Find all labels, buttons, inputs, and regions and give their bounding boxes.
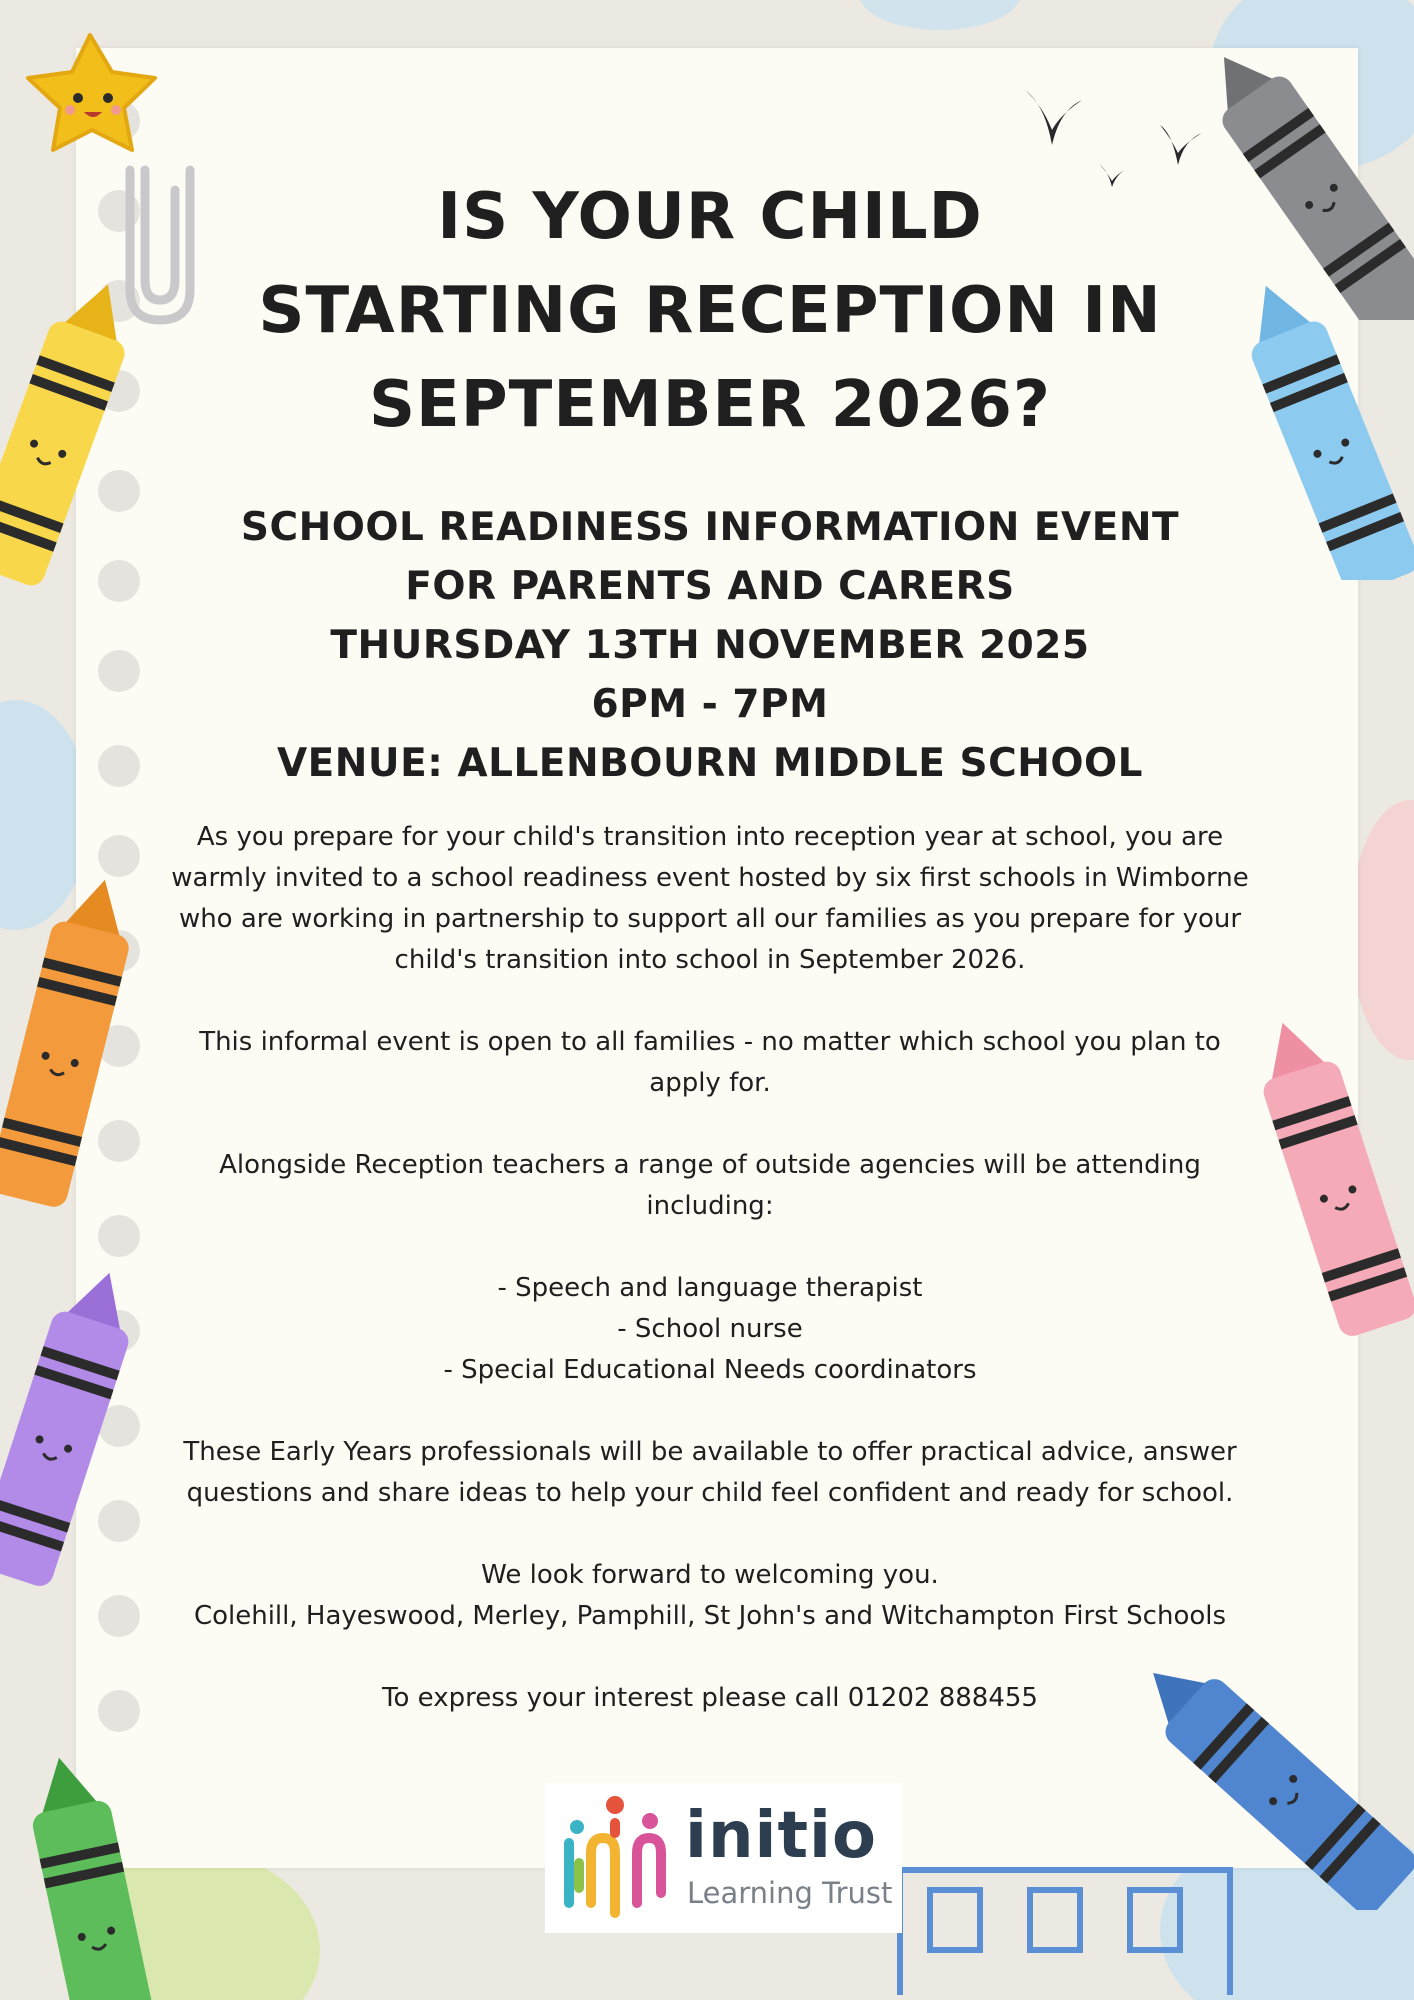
- logo-name: initio: [685, 1799, 877, 1873]
- list-item: - Special Educational Needs coordinators: [443, 1355, 977, 1385]
- body-line: These Early Years professionals will be available to offer practical advice, answer: [183, 1437, 1237, 1467]
- blue-paint-splash: [860, 0, 1020, 30]
- body-line: who are working in partnership to support all our families as you prepare for your: [178, 904, 1242, 934]
- poster-title: [110, 170, 1310, 452]
- body-line: Alongside Reception teachers a range of outside agencies will be attending: [219, 1150, 1201, 1180]
- title-line: STARTING RECEPTION IN: [258, 274, 1162, 348]
- event-details: [110, 498, 1310, 793]
- event-date: THURSDAY 13TH NOVEMBER 2025: [330, 623, 1090, 668]
- body-line: including:: [646, 1191, 774, 1221]
- agencies-list: [110, 1268, 1310, 1391]
- list-item: - Speech and language therapist: [497, 1273, 923, 1303]
- body-line: apply for.: [649, 1068, 771, 1098]
- professionals-paragraph: [110, 1432, 1310, 1514]
- body-line: child's transition into school in September 2026.: [394, 945, 1026, 975]
- event-audience: FOR PARENTS AND CARERS: [405, 564, 1015, 609]
- schools-list: Colehill, Hayeswood, Merley, Pamphill, St John's and Witchampton First Schools: [193, 1601, 1227, 1631]
- title-line: SEPTEMBER 2026?: [368, 368, 1052, 442]
- title-line: IS YOUR CHILD: [437, 180, 983, 254]
- open-to-all-paragraph: [110, 1022, 1310, 1104]
- body-line: As you prepare for your child's transition into reception year at school, you are: [196, 822, 1224, 852]
- logo-tagline: Learning Trust: [687, 1876, 893, 1910]
- school-building-doodle: [890, 1830, 1240, 2000]
- logo-mark-icon: [555, 1793, 675, 1923]
- body-line: warmly invited to a school readiness event hosted by six first schools in Wimborne: [171, 863, 1249, 893]
- event-time: 6PM - 7PM: [591, 682, 829, 727]
- body-line: questions and share ideas to help your child feel confident and ready for school.: [186, 1478, 1234, 1508]
- intro-paragraph: [110, 817, 1310, 981]
- green-crayon-icon: [0, 1750, 170, 2000]
- list-item: - School nurse: [617, 1314, 803, 1344]
- event-venue: VENUE: ALLENBOURN MIDDLE SCHOOL: [276, 741, 1144, 786]
- welcome-line: We look forward to welcoming you.: [481, 1560, 939, 1590]
- body-line: This informal event is open to all families - no matter which school you plan to: [199, 1027, 1221, 1057]
- agencies-intro-paragraph: [110, 1145, 1310, 1227]
- event-name: SCHOOL READINESS INFORMATION EVENT: [240, 505, 1180, 550]
- poster-content: [110, 170, 1310, 1719]
- initio-logo: [545, 1783, 902, 1933]
- contact-line: To express your interest please call 01202 888455: [382, 1683, 1038, 1713]
